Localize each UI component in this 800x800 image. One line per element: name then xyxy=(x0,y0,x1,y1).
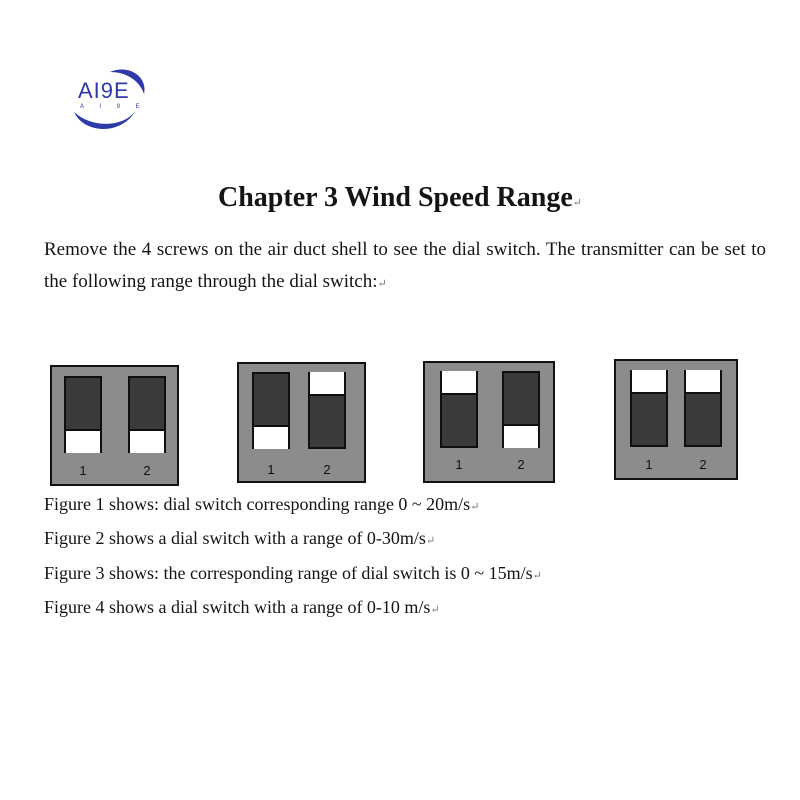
switch-slot-1 xyxy=(440,371,478,448)
switch-slot-2 xyxy=(308,372,346,449)
figure-4-caption xyxy=(44,597,764,618)
logo-text: AI9E xyxy=(78,78,130,103)
chapter-title-text: Chapter 3 Wind Speed Range xyxy=(218,182,573,213)
switch-label-2: 2 xyxy=(517,457,525,472)
switch-slot-2 xyxy=(128,376,166,453)
return-mark: ↵ xyxy=(430,604,440,616)
figure-2-text: Figure 2 shows a dial switch with a range of 0-30m/s xyxy=(44,528,426,548)
dial-switch-figure-2 xyxy=(237,362,366,483)
switch-label-1: 1 xyxy=(645,457,653,472)
switch-knob xyxy=(130,429,164,453)
chapter-title xyxy=(0,182,800,214)
logo-subtext: A I 9 E xyxy=(80,104,147,110)
figure-3-text: Figure 3 shows: the corresponding range of dial switch is 0 ~ 15m/s xyxy=(44,563,533,583)
intro-paragraph xyxy=(44,234,766,300)
switch-knob xyxy=(66,429,100,453)
return-mark: ↵ xyxy=(470,501,480,513)
switch-slot-1 xyxy=(630,370,668,447)
switch-label-2: 2 xyxy=(143,463,151,478)
switch-label-2: 2 xyxy=(699,457,707,472)
dial-switch-figure-4 xyxy=(614,359,738,480)
switch-slot-2 xyxy=(684,370,722,447)
switch-slot-1 xyxy=(252,372,290,449)
return-mark: ↵ xyxy=(572,197,582,209)
switch-knob xyxy=(442,371,476,395)
switch-knob xyxy=(632,370,666,394)
figure-1-text: Figure 1 shows: dial switch corresponding range 0 ~ 20m/s xyxy=(44,494,471,514)
figure-4-text: Figure 4 shows a dial switch with a range of 0-10 m/s xyxy=(44,597,431,617)
switch-label-2: 2 xyxy=(323,462,331,477)
switch-slot-2 xyxy=(502,371,540,448)
switch-label-1: 1 xyxy=(79,463,87,478)
switch-knob xyxy=(310,372,344,396)
switch-knob xyxy=(504,424,538,448)
figure-1-caption xyxy=(44,494,764,515)
switch-slot-1 xyxy=(64,376,102,453)
switch-knob xyxy=(254,425,288,449)
return-mark: ↵ xyxy=(425,535,436,547)
figure-3-caption xyxy=(44,563,764,584)
switch-label-1: 1 xyxy=(455,457,463,472)
return-mark: ↵ xyxy=(532,570,542,582)
dial-switch-figure-3 xyxy=(423,361,555,483)
figure-2-caption xyxy=(44,528,764,549)
switch-label-1: 1 xyxy=(267,462,275,477)
return-mark: ↵ xyxy=(377,278,387,290)
intro-text: Remove the 4 screws on the air duct shell to see the dial switch. The transmitter can be set to the following range through the dial switch: xyxy=(44,239,766,292)
dial-switch-figure-1 xyxy=(50,365,179,486)
brand-logo xyxy=(70,64,150,136)
switch-knob xyxy=(686,370,720,394)
